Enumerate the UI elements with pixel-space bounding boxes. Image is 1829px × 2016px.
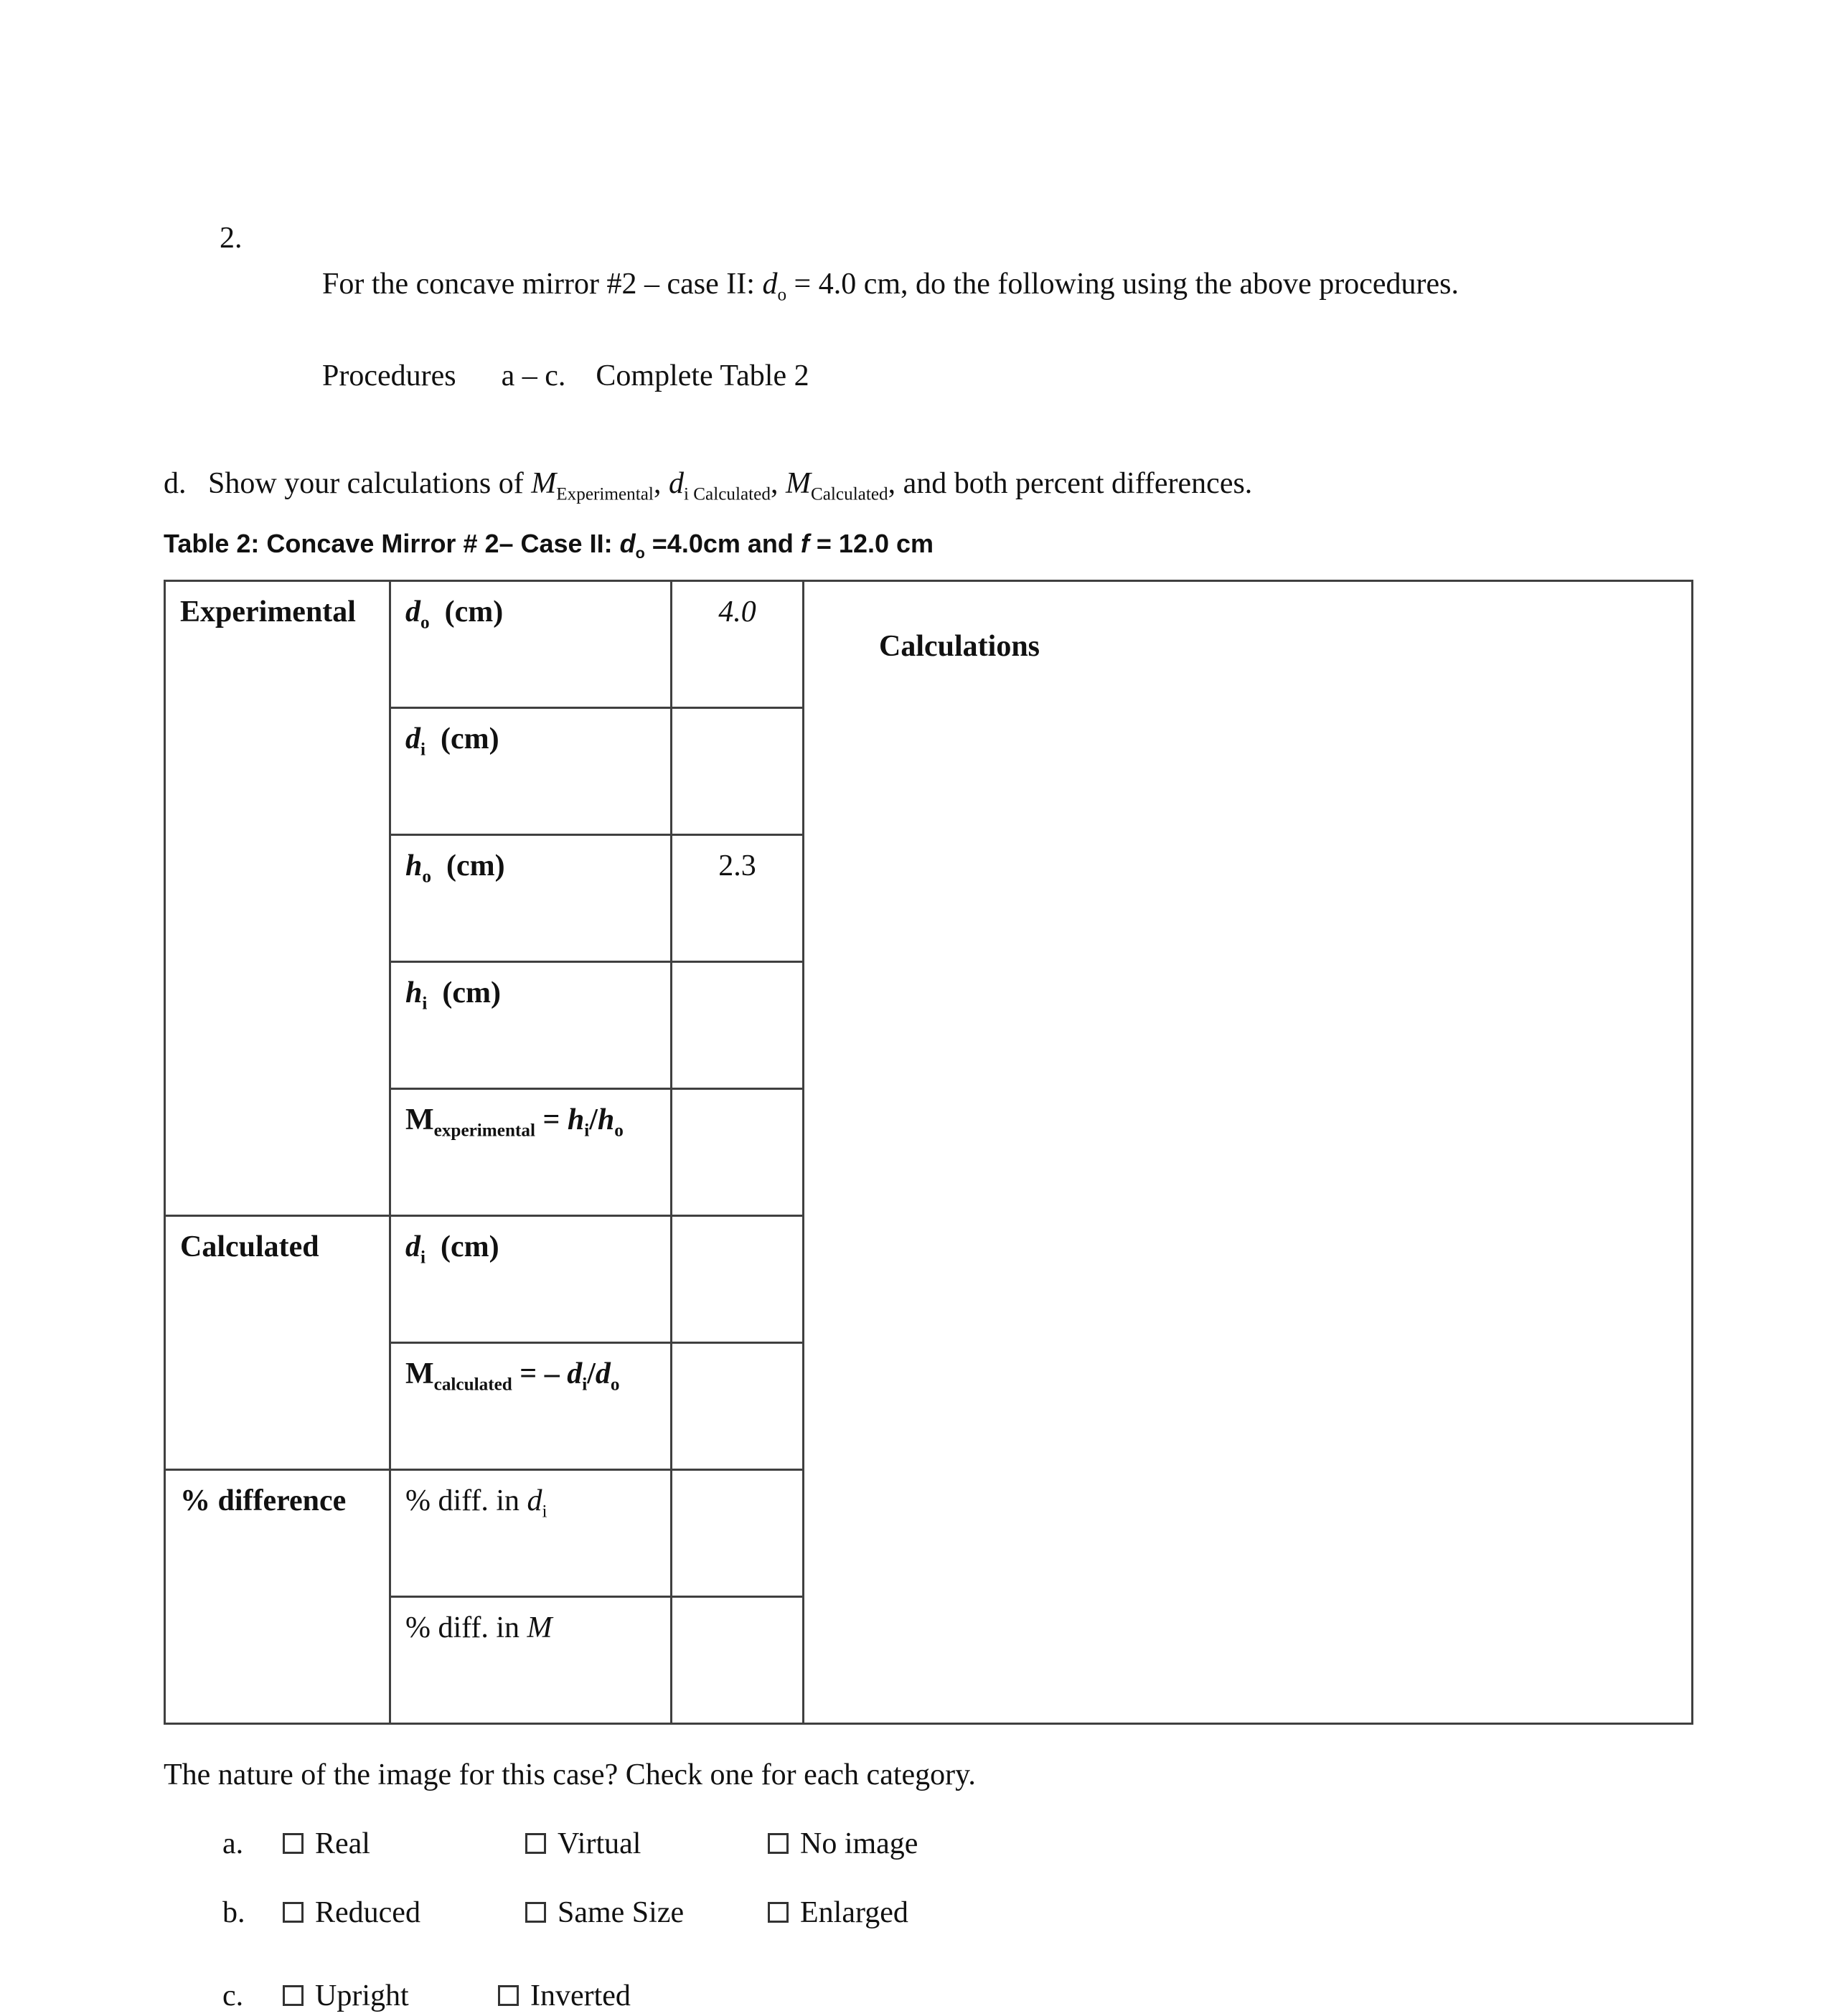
param-label-do: $d_o$ (cm)	[390, 581, 672, 708]
checkbox-upright[interactable]	[283, 1985, 304, 2006]
option-no-image	[768, 1824, 918, 1864]
value-di[interactable]	[672, 708, 804, 835]
option-virtual	[525, 1824, 768, 1864]
nature-row-b	[222, 1893, 1689, 1933]
nature-row-c-letter: c.	[222, 1979, 244, 2012]
option-same-size	[525, 1893, 768, 1933]
item-d-text: Show your calculations of $M_{Experimental}$, $d_{i Calculated}$, $M_{Calculated}$, and both percent differences.	[208, 467, 1253, 504]
param-label-di-calculated: $d_i$ (cm)	[390, 1216, 672, 1343]
value-pct-diff-m[interactable]	[672, 1597, 804, 1724]
value-m-calculated[interactable]	[672, 1343, 804, 1470]
param-label-pct-diff-di: % diff. in $d_i$	[390, 1470, 672, 1597]
item-d	[164, 461, 1689, 507]
param-label-ho: $h_o$ (cm)	[390, 835, 672, 962]
nature-row-a	[222, 1824, 1689, 1864]
option-virtual-label: Virtual	[558, 1827, 641, 1860]
nature-options	[222, 1824, 1689, 2016]
checkbox-enlarged[interactable]	[768, 1902, 789, 1923]
item-2-line1: For the concave mirror #2 – case II: $d_o = 4.0$ cm, do the following using the above procedures.	[322, 268, 1459, 305]
section-label-calculated: Calculated	[165, 1216, 390, 1470]
checkbox-same-size[interactable]	[525, 1902, 546, 1923]
option-real	[283, 1824, 525, 1864]
checkbox-virtual[interactable]	[525, 1833, 546, 1854]
option-no-image-label: No image	[800, 1827, 918, 1860]
value-ho[interactable]: 2.3	[672, 835, 804, 962]
table-2	[164, 580, 1693, 1725]
option-upright-label: Upright	[315, 1979, 409, 2012]
checkbox-no-image[interactable]	[768, 1833, 789, 1854]
param-label-di: $d_i$ (cm)	[390, 708, 672, 835]
calculations-header: Calculations	[879, 630, 1040, 663]
value-hi[interactable]	[672, 962, 804, 1089]
section-label-pct-difference: % difference	[165, 1470, 390, 1724]
nature-row-b-letter: b.	[222, 1896, 245, 1929]
option-reduced-label: Reduced	[315, 1896, 420, 1929]
option-real-label: Real	[315, 1827, 370, 1860]
nature-row-a-letter: a.	[222, 1827, 244, 1860]
item-2-line2: Procedures a – c. Complete Table 2	[322, 359, 809, 392]
option-same-size-label: Same Size	[558, 1896, 685, 1929]
checkbox-reduced[interactable]	[283, 1902, 304, 1923]
value-pct-diff-di[interactable]	[672, 1470, 804, 1597]
section-label-experimental: Experimental	[165, 581, 390, 1216]
item-2-text	[277, 215, 1689, 445]
option-reduced	[283, 1893, 525, 1933]
option-enlarged	[768, 1893, 908, 1933]
param-label-m-calculated: $M_{calculated}$ = – $d_i/d_o$	[390, 1343, 672, 1470]
option-upright	[283, 1976, 498, 2016]
item-d-prefix: d.	[164, 467, 187, 500]
checkbox-real[interactable]	[283, 1833, 304, 1854]
option-inverted-label: Inverted	[530, 1979, 631, 2012]
param-label-hi: $h_i$ (cm)	[390, 962, 672, 1089]
item-2-number: 2.	[220, 222, 243, 255]
value-m-experimental[interactable]	[672, 1089, 804, 1216]
param-label-m-experimental: $M_{experimental} = h_i/h_o$	[390, 1089, 672, 1216]
calculations-area[interactable]	[804, 581, 1693, 1724]
option-inverted	[498, 1976, 631, 2016]
option-enlarged-label: Enlarged	[800, 1896, 908, 1929]
item-2	[220, 215, 1689, 445]
param-label-pct-diff-m: % diff. in M	[390, 1597, 672, 1724]
value-do[interactable]: 4.0	[672, 581, 804, 708]
checkbox-inverted[interactable]	[498, 1985, 519, 2006]
value-di-calculated[interactable]	[672, 1216, 804, 1343]
table-2-title: Table 2: Concave Mirror # 2– Case II: $d_o =4.0cm$ and f = 12.0 cm	[164, 529, 934, 562]
nature-prompt: The nature of the image for this case? Check one for each category.	[164, 1758, 976, 1791]
nature-row-c	[222, 1976, 1689, 2016]
